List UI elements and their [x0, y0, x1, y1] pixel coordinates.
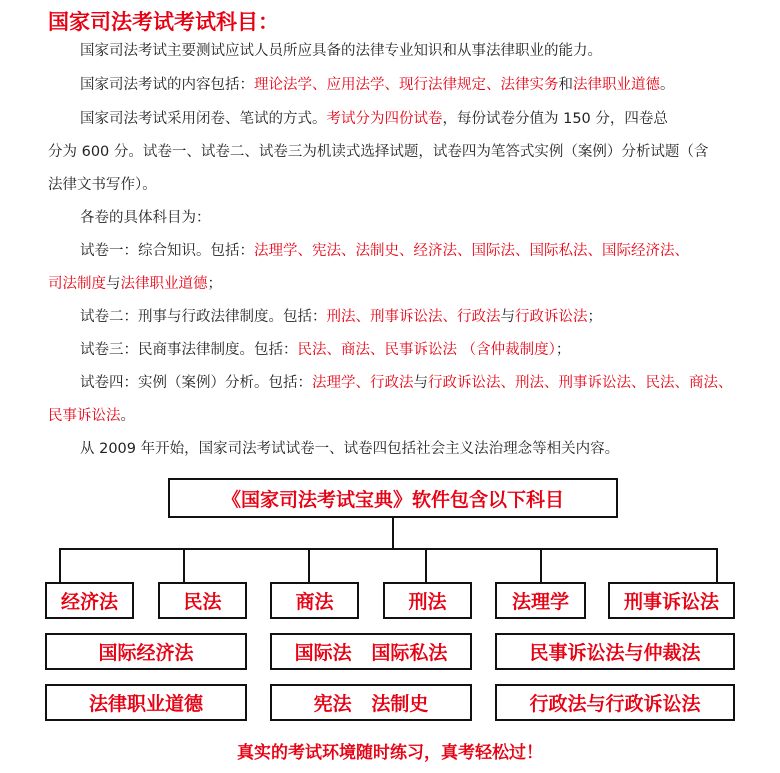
highlight: 法律职业道德	[120, 276, 208, 292]
paper4-line2	[48, 407, 135, 425]
connector-drop	[183, 548, 185, 582]
highlight: 法理学、行政法	[312, 375, 414, 391]
highlight: 法律实务	[500, 77, 559, 93]
subject-box: 国际经济法	[45, 633, 247, 670]
text: 试卷四：实例（案例）分析。包括：	[80, 375, 312, 391]
highlight: 考试分为四份试卷	[326, 111, 443, 127]
text: 。	[660, 77, 675, 93]
text: ；	[555, 342, 571, 358]
separator: 、	[384, 77, 399, 93]
subject-box: 法律职业道德	[45, 684, 247, 721]
connector-vertical	[392, 518, 394, 548]
separator: 、	[312, 77, 327, 93]
highlight: 理论法学	[254, 77, 312, 93]
highlight: 应用法学	[326, 77, 385, 93]
paragraph-format-line1	[80, 110, 668, 128]
paper1-line1	[80, 242, 689, 260]
separator: 、	[486, 77, 501, 93]
subject-box: 法理学	[495, 582, 586, 619]
paragraph-content	[80, 76, 675, 94]
text: 与	[500, 309, 515, 325]
text: 试卷一：综合知识。包括：	[80, 243, 254, 259]
highlight: 法律职业道德	[573, 77, 660, 93]
text: 与	[106, 276, 121, 292]
connector-drop	[59, 548, 61, 582]
subject-box: 行政法与行政诉讼法	[495, 684, 735, 721]
footer-slogan: 真实的考试环境随时练习，真考轻松过！	[237, 743, 543, 763]
highlight: 民法、商法、民事诉讼法 （含仲裁制度）	[297, 342, 556, 358]
highlight: 民事诉讼法	[48, 408, 121, 424]
text: 试卷二：刑事与行政法律制度。包括：	[80, 309, 327, 325]
paragraph-format-line3: 法律文书写作）。	[48, 177, 157, 193]
connector-drop	[716, 548, 718, 582]
diagram-header: 《国家司法考试宝典》软件包含以下科目	[168, 478, 618, 518]
paper3-line	[80, 341, 570, 359]
paragraph-intro: 国家司法考试主要测试应试人员所应具备的法律专业知识和从事法律职业的能力。	[80, 43, 602, 59]
highlight: 司法制度	[48, 276, 106, 292]
highlight: 行政诉讼法、刑法、刑事诉讼法、民法、商法、	[428, 375, 733, 391]
paper2-line	[80, 308, 602, 326]
text: 试卷三：民商事法律制度。包括：	[80, 342, 298, 358]
text: 。	[120, 408, 135, 424]
paragraph-format-line2: 分为 600 分。试卷一、试卷二、试卷三为机读式选择试题，试卷四为笔答式实例（案例）分析试题（含	[48, 144, 709, 160]
paragraph-subjects-intro: 各卷的具体科目为：	[80, 210, 211, 226]
subject-box: 宪法 法制史	[270, 684, 472, 721]
paper1-line2	[48, 275, 222, 293]
subject-box: 刑法	[383, 582, 472, 619]
subject-box: 刑事诉讼法	[608, 582, 735, 619]
highlight: 法理学、宪法、法制史、经济法、国际法、国际私法、国际经济法、	[254, 243, 689, 259]
text: 国家司法考试采用闭卷、笔试的方式。	[80, 111, 327, 127]
page-title: 国家司法考试考试科目：	[48, 10, 279, 34]
text: 国家司法考试的内容包括：	[80, 77, 254, 93]
text: ；	[207, 276, 222, 292]
text: ；	[587, 309, 602, 325]
subject-box: 民事诉讼法与仲裁法	[495, 633, 735, 670]
highlight: 现行法律规定	[399, 77, 486, 93]
connector-drop	[425, 548, 427, 582]
text: 与	[413, 375, 428, 391]
subject-box: 民法	[158, 582, 247, 619]
highlight: 刑法、刑事诉讼法、行政法	[326, 309, 501, 325]
subject-box: 商法	[270, 582, 359, 619]
connector-drop	[540, 548, 542, 582]
subject-box: 经济法	[45, 582, 134, 619]
connector-drop	[308, 548, 310, 582]
paragraph-2009-note: 从 2009 年开始，国家司法考试试卷一、试卷四包括社会主义法治理念等相关内容。	[80, 441, 620, 457]
highlight: 行政诉讼法	[515, 309, 588, 325]
paper4-line1	[80, 374, 733, 392]
text: 和	[558, 77, 573, 93]
subject-box: 国际法 国际私法	[270, 633, 472, 670]
text: ，每份试卷分值为 150 分，四卷总	[442, 111, 668, 127]
connector-horizontal	[59, 548, 718, 550]
